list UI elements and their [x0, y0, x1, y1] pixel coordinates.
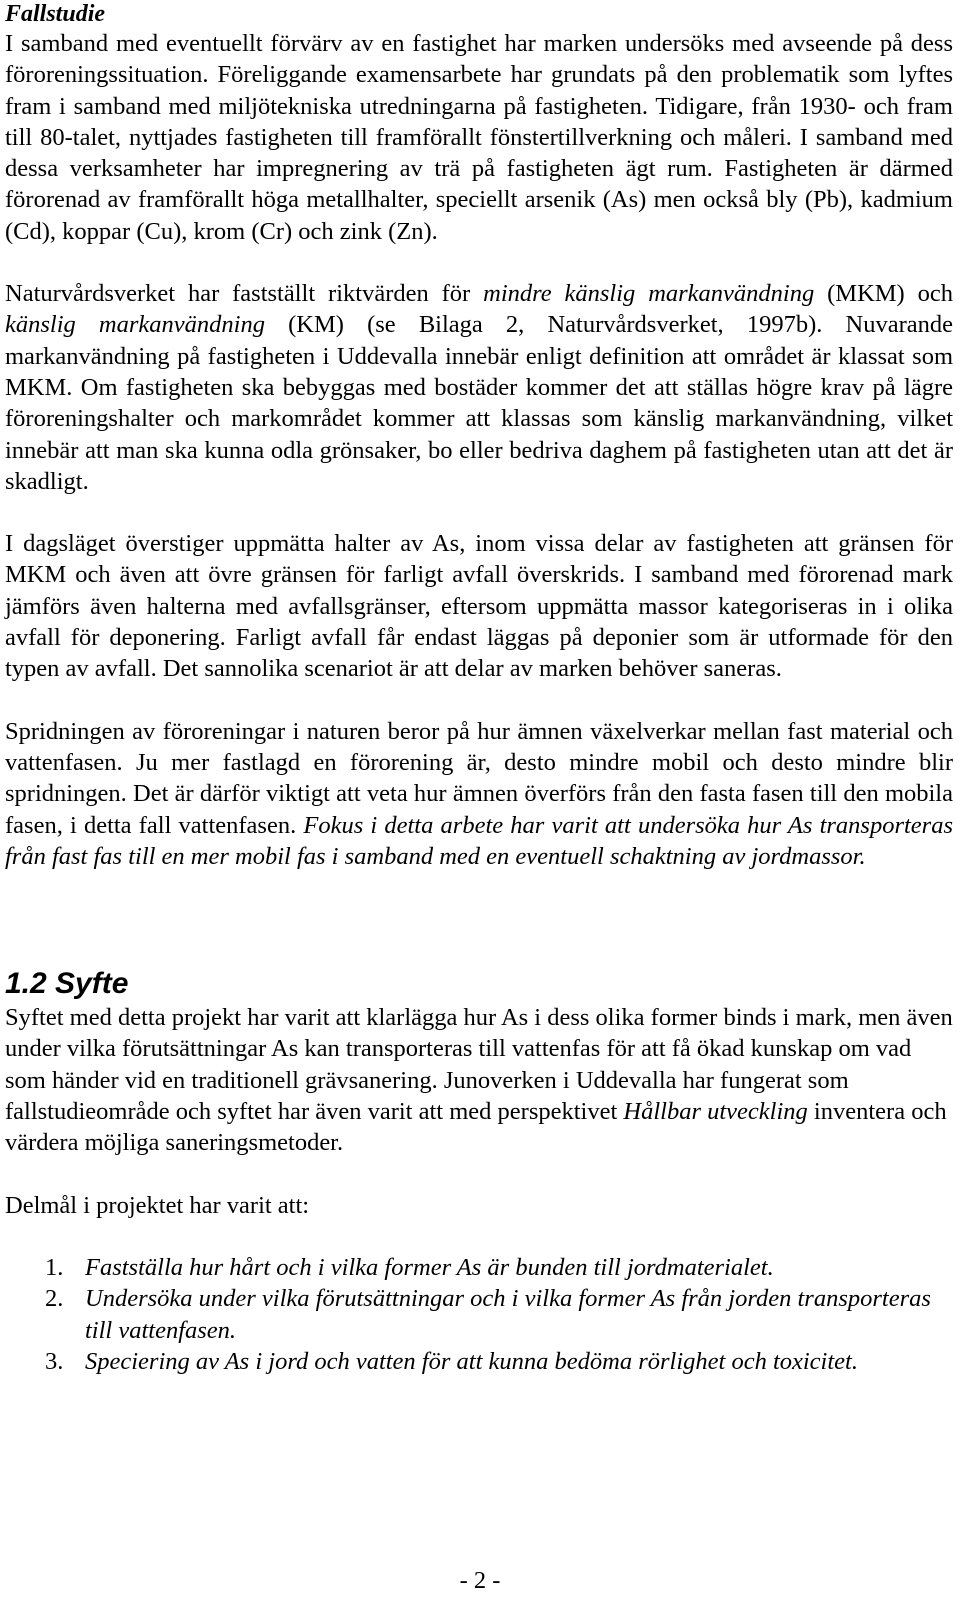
paragraph-gap [5, 497, 953, 528]
list-number: 3. [45, 1347, 64, 1375]
paragraph-purpose [5, 1002, 953, 1158]
italic-term-mkm: mindre känslig markanvändning [483, 280, 815, 308]
section-heading-fallstudie: Fallstudie [5, 1, 106, 27]
paragraph-spreading [5, 716, 953, 872]
section-gap [5, 872, 953, 966]
paragraph-gap [5, 685, 953, 716]
paragraph-background [5, 28, 953, 247]
italic-term-sustainable: Hållbar utveckling [623, 1098, 808, 1126]
goals-list [5, 1252, 953, 1377]
text-run: inventera och värdera möjliga saneringsmetoder. [5, 1098, 947, 1157]
page-number: - 2 - [459, 1567, 501, 1594]
list-item-text: Fastställa hur hårt och i vilka former As är bunden till jordmaterialet. [85, 1253, 774, 1281]
text-run: Naturvårdsverket har fastställt riktvärden för [5, 280, 484, 308]
paragraph-current-levels: I dagsläget överstiger uppmätta halter av As, inom vissa delar av fastigheten att gränsen för MKM och även att övre gränsen för farligt avfall överskrids. I samband med förorenad mark jämförs även halterna med avfallsgränser, eftersom uppmätta massor kategoriseras in i olika avfall för deponering. Farligt avfall får endast läggas på deponier som är utformade för den typen av avfall. Det sannolika scenariot är att delar av marken behöver saneras. [5, 530, 953, 683]
italic-term-km: känslig markanvändning [5, 311, 265, 339]
list-item [5, 1283, 953, 1346]
text-run: (MKM) och [814, 280, 953, 308]
list-item-text: Undersöka under vilka förutsättningar och i vilka former As från jorden transporteras till vattenfasen. [85, 1285, 931, 1344]
section-heading-syfte: 1.2 Syfte [5, 967, 129, 1001]
paragraph-gap [5, 1221, 953, 1252]
list-number: 2. [45, 1285, 64, 1313]
list-item [5, 1252, 953, 1283]
paragraph-gap [5, 247, 953, 278]
paragraph-background-text: I samband med eventuellt förvärv av en fastighet har marken undersöks med avseende på dess föroreningssituation. Föreliggande examensarbete har grundats på den problematik som lyftes fram i samband med miljötekniska utredningarna på fastigheten. Tidigare, från 1930- och fram till 80-talet, nyttjades fastigheten till framförallt fönstertillverkning och måleri. I samband med dessa verksamheter har impregnering av trä på fastigheten ägt rum. Fastigheten är därmed förorenad av framförallt höga metallhalter, speciellt arsenik (As) men också bly (Pb), kadmium (Cd), koppar (Cu), krom (Cr) och zink (Zn). [5, 30, 953, 245]
text-run: Spridningen av föroreningar i naturen beror på hur ämnen växelverkar mellan fast material och vattenfasen. Ju mer fastlagd en förorening är, desto mindre mobil och desto mindre blir spridningen. Det är därför viktigt att veta hur ämnen överförs från den fasta fasen till den mobila fasen, i detta fall vattenfasen. [5, 717, 953, 839]
text-run: Syftet med detta projekt har varit att klarlägga hur As i dess olika former binds i mark, men även under vilka förutsättningar As kan transporteras till vattenfas för att få ökad kunskap om vad som händer vid en traditionell grävsanering. Junoverken i Uddevalla har fungerat som fallstudieområde och syftet har även varit att med perspektivet [5, 1004, 953, 1126]
paragraph-gap [5, 1159, 953, 1190]
list-item [5, 1346, 953, 1377]
italic-focus-statement: Fokus i detta arbete har varit att undersöka hur As transporteras från fast fas till en mer mobil fas i samband med en eventuell schaktning av jordmassor. [5, 811, 953, 870]
text-run: (KM) (se Bilaga 2, Naturvårdsverket, 1997b). Nuvarande markanvändning på fastigheten i Uddevalla innebär enligt definition att området är klassat som MKM. Om fastigheten ska bebyggas med bostäder kommer det att ställas högre krav på lägre föroreningshalter och markområdet kommer att klassas som känslig markanvändning, vilket innebär att man ska kunna odla grönsaker, bo eller bedriva daghem på fastigheten utan att det är skadligt. [5, 311, 953, 495]
list-item-text: Speciering av As i jord och vatten för att kunna bedöma rörlighet och toxicitet. [85, 1347, 858, 1375]
goals-intro: Delmål i projektet har varit att: [5, 1191, 310, 1219]
page-content [5, 0, 953, 1377]
paragraph-guideline-values [5, 278, 953, 497]
list-number: 1. [45, 1253, 64, 1281]
